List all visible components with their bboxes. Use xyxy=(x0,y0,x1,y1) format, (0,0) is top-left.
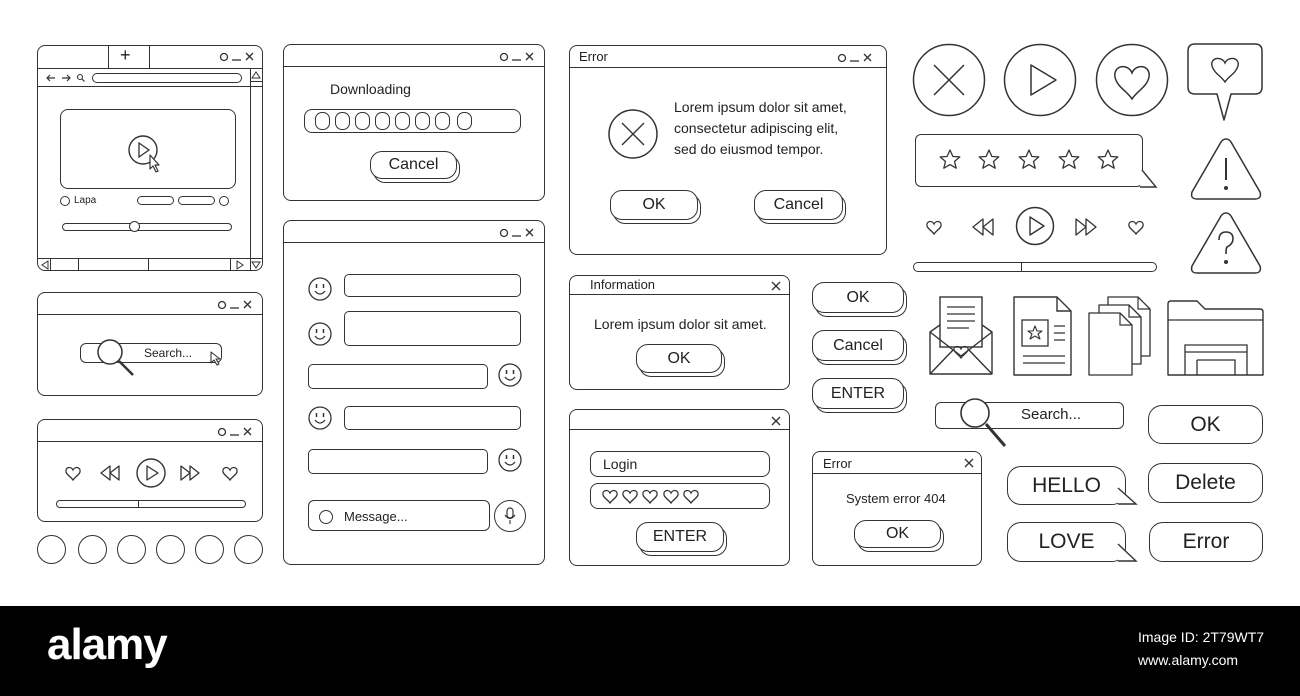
forward-icon[interactable] xyxy=(61,73,71,83)
back-icon[interactable] xyxy=(46,73,56,83)
dialog-title: Error xyxy=(579,49,608,64)
chat-bubble-5 xyxy=(308,449,488,474)
new-tab-icon[interactable]: + xyxy=(120,45,131,65)
ok-button[interactable]: OK xyxy=(1148,405,1263,444)
information-dialog xyxy=(569,275,790,390)
question-icon xyxy=(1189,210,1263,276)
hello-bubble: HELLO xyxy=(1007,466,1126,505)
ok-button[interactable]: OK xyxy=(854,520,941,548)
control-pill-2[interactable] xyxy=(178,196,215,205)
error-button[interactable]: Error xyxy=(1149,522,1263,562)
footer-banner xyxy=(0,606,1300,696)
media-progress-bar[interactable] xyxy=(913,262,1157,272)
window-controls[interactable] xyxy=(838,50,874,66)
cancel-button[interactable]: Cancel xyxy=(754,190,843,220)
enter-button[interactable]: ENTER xyxy=(812,378,904,409)
heart-icon[interactable] xyxy=(73,473,89,489)
seek-handle[interactable] xyxy=(129,221,140,232)
fast-forward-icon[interactable] xyxy=(180,465,202,481)
rewind-icon[interactable] xyxy=(972,218,996,236)
circle-button-1[interactable] xyxy=(37,535,66,564)
chat-bubble-1 xyxy=(344,274,521,297)
rewind-icon[interactable] xyxy=(100,465,122,481)
window-controls[interactable] xyxy=(220,49,256,65)
circle-button-6[interactable] xyxy=(234,535,263,564)
error-line-3: sed do eiusmod tempor. xyxy=(674,141,824,157)
microphone-icon[interactable] xyxy=(504,507,516,525)
window-controls[interactable] xyxy=(500,225,536,241)
cursor-icon xyxy=(210,351,224,367)
smile-icon xyxy=(320,334,342,356)
ok-button[interactable]: OK xyxy=(636,344,722,373)
error-line-1: Lorem ipsum dolor sit amet, xyxy=(674,99,847,115)
chat-window xyxy=(283,220,545,565)
scroll-down-icon[interactable] xyxy=(252,261,260,269)
search-window xyxy=(37,292,263,396)
rating-panel-tail xyxy=(1140,170,1160,190)
password-hearts-icon xyxy=(610,496,720,510)
close-circle-icon[interactable] xyxy=(912,43,986,117)
close-icon[interactable] xyxy=(772,417,781,426)
login-placeholder: Login xyxy=(603,456,638,472)
system-error-dialog xyxy=(812,451,982,566)
chat-bubble-3 xyxy=(308,364,488,389)
circle-button-4[interactable] xyxy=(156,535,185,564)
star-rating-icon[interactable] xyxy=(935,145,1130,175)
address-bar[interactable] xyxy=(92,73,242,83)
love-bubble: LOVE xyxy=(1007,522,1126,562)
status-label: Lapa xyxy=(74,195,97,206)
play-cursor-icon[interactable] xyxy=(128,135,168,175)
heart-icon[interactable] xyxy=(926,220,942,236)
love-bubble-tail xyxy=(1118,544,1140,562)
error-line-2: consectetur adipiscing elit, xyxy=(674,120,839,136)
folder-icon[interactable] xyxy=(1167,300,1264,376)
fast-forward-icon[interactable] xyxy=(1075,218,1099,236)
play-circle-icon[interactable] xyxy=(1003,43,1077,117)
scroll-right-icon[interactable] xyxy=(236,261,244,269)
chat-bubble-4 xyxy=(344,406,521,430)
smile-icon xyxy=(510,375,532,397)
close-icon[interactable] xyxy=(772,282,781,291)
enter-button[interactable]: ENTER xyxy=(636,522,724,552)
image-id: Image ID: 2T79WT7 xyxy=(1138,629,1265,645)
window-controls[interactable] xyxy=(218,424,254,440)
dialog-title: Information xyxy=(590,277,656,292)
magnifier-icon[interactable] xyxy=(93,335,139,381)
cancel-button[interactable]: Cancel xyxy=(812,330,904,361)
heart-bubble-icon[interactable] xyxy=(1187,43,1263,121)
cancel-button[interactable]: Cancel xyxy=(370,151,457,179)
login-dialog xyxy=(569,409,790,566)
message-placeholder: Message... xyxy=(344,509,408,524)
footer-url: www.alamy.com xyxy=(1138,652,1239,668)
heart-icon[interactable] xyxy=(1128,220,1144,236)
smile-icon xyxy=(320,289,342,311)
search-icon[interactable] xyxy=(76,73,86,83)
smile-icon xyxy=(510,460,532,482)
warning-icon xyxy=(1189,136,1263,202)
system-error-message: System error 404 xyxy=(846,491,946,506)
brand-logo: alamy xyxy=(47,620,167,669)
downloading-label: Downloading xyxy=(330,81,411,97)
browser-window xyxy=(37,45,263,271)
progress-bar[interactable] xyxy=(56,500,246,508)
circle-button-3[interactable] xyxy=(117,535,146,564)
document-star-icon[interactable] xyxy=(1013,296,1072,376)
seek-bar[interactable] xyxy=(62,223,232,231)
error-dialog xyxy=(569,45,887,255)
close-icon[interactable] xyxy=(965,459,974,468)
scroll-left-icon[interactable] xyxy=(41,261,49,269)
smile-icon xyxy=(320,418,342,440)
heart-icon[interactable] xyxy=(230,473,246,489)
documents-icon[interactable] xyxy=(1088,296,1152,376)
scrollbar-vertical[interactable] xyxy=(250,68,262,270)
media-player-window xyxy=(37,419,263,522)
magnifier-icon[interactable] xyxy=(955,393,1011,453)
mail-heart-icon[interactable] xyxy=(929,294,993,376)
delete-button[interactable]: Delete xyxy=(1148,463,1263,503)
circle-button-2[interactable] xyxy=(78,535,107,564)
status-indicator xyxy=(60,196,70,206)
ok-button[interactable]: OK xyxy=(610,190,698,220)
window-controls[interactable] xyxy=(218,297,254,313)
heart-circle-icon[interactable] xyxy=(1095,43,1169,117)
play-icon[interactable] xyxy=(1015,206,1055,246)
error-icon xyxy=(607,108,659,160)
ok-button[interactable]: OK xyxy=(812,282,904,313)
attach-icon[interactable] xyxy=(319,510,333,524)
control-pill-1[interactable] xyxy=(137,196,174,205)
downloading-window xyxy=(283,44,545,201)
info-message: Lorem ipsum dolor sit amet. xyxy=(594,316,767,332)
window-controls[interactable] xyxy=(500,49,536,65)
search-bar-placeholder: Search... xyxy=(1021,406,1082,423)
circle-button-5[interactable] xyxy=(195,535,224,564)
chat-bubble-2 xyxy=(344,311,521,346)
scroll-up-icon[interactable] xyxy=(252,71,260,79)
hello-bubble-tail xyxy=(1118,488,1140,506)
settings-dot[interactable] xyxy=(219,196,229,206)
dialog-title: Error xyxy=(823,456,852,471)
search-placeholder: Search... xyxy=(144,346,193,360)
play-icon[interactable] xyxy=(136,458,166,488)
